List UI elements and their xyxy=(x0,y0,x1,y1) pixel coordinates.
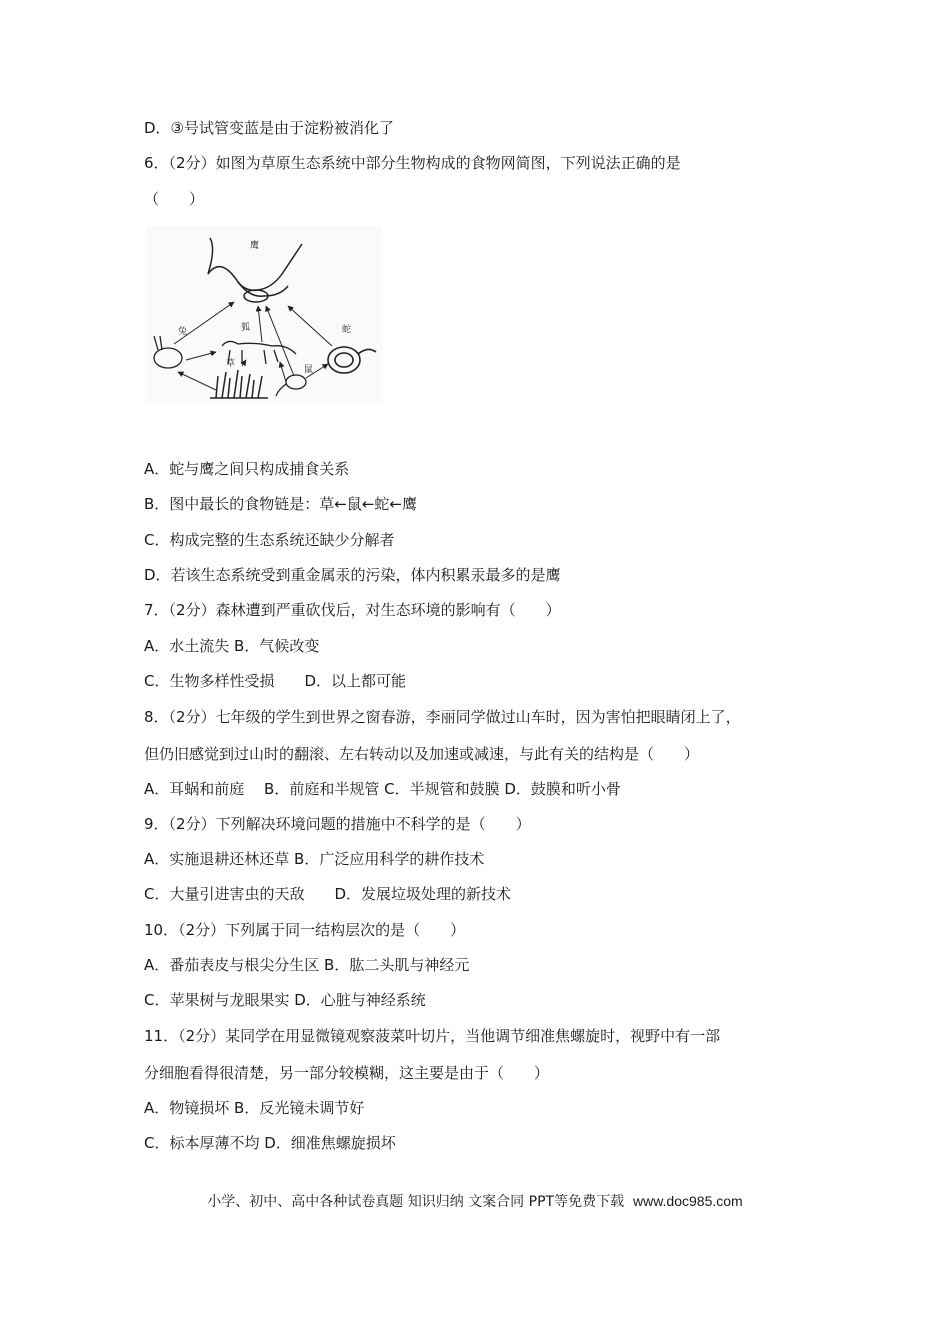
q7-options-cd: C．生物多样性受损 D．以上都可能 xyxy=(144,672,407,690)
label-mouse: 鼠 xyxy=(304,365,314,375)
q8-stem-line1: 8．（2分）七年级的学生到世界之窗春游，李丽同学做过山车时，因为害怕把眼睛闭上了， xyxy=(144,708,741,726)
q6-option-c: C．构成完整的生态系统还缺少分解者 xyxy=(144,531,395,549)
q7-options-ab: A．水土流失 B．气候改变 xyxy=(144,637,320,655)
q10-stem: 10．（2分）下列属于同一结构层次的是（ ） xyxy=(144,921,466,939)
food-web-figure xyxy=(146,226,382,404)
q9-options-cd: C．大量引进害虫的天敌 D．发展垃圾处理的新技术 xyxy=(144,885,512,903)
label-rabbit: 兔 xyxy=(178,327,188,337)
q5-option-d: D．③号试管变蓝是由于淀粉被消化了 xyxy=(144,119,394,137)
label-eagle: 鹰 xyxy=(250,241,260,251)
q6-option-b: B．图中最长的食物链是：草←鼠←蛇←鹰 xyxy=(144,495,417,513)
q9-options-ab: A．实施退耕还林还草 B．广泛应用科学的耕作技术 xyxy=(144,850,485,868)
q11-options-ab: A．物镜损坏 B．反光镜未调节好 xyxy=(144,1099,365,1117)
footer-url[interactable]: www.doc985.com xyxy=(632,1193,743,1209)
q7-stem: 7．（2分）森林遭到严重砍伐后，对生态环境的影响有（ ） xyxy=(144,601,561,619)
q6-option-d: D．若该生态系统受到重金属汞的污染，体内积累汞最多的是鹰 xyxy=(144,566,561,584)
q10-options-ab: A．番茄表皮与根尖分生区 B．肱二头肌与神经元 xyxy=(144,956,470,974)
page-footer xyxy=(0,1191,950,1212)
q6-blank: （ ） xyxy=(144,190,205,208)
q6-option-a: A．蛇与鹰之间只构成捕食关系 xyxy=(144,460,350,478)
q11-stem-line2: 分细胞看得很清楚，另一部分较模糊，这主要是由于（ ） xyxy=(144,1064,550,1082)
label-grass: 草 xyxy=(226,359,236,369)
label-fox: 狐 xyxy=(241,323,251,333)
q6-stem: 6．（2分）如图为草原生态系统中部分生物构成的食物网简图，下列说法正确的是 xyxy=(144,154,681,172)
q10-options-cd: C．苹果树与龙眼果实 D．心脏与神经系统 xyxy=(144,991,426,1009)
footer-text: 小学、初中、高中各种试卷真题 知识归纳 文案合同 PPT等免费下载 xyxy=(207,1194,625,1210)
q8-stem-line2: 但仍旧感觉到过山时的翻滚、左右转动以及加速或减速，与此有关的结构是（ ） xyxy=(144,745,700,763)
label-snake: 蛇 xyxy=(342,325,352,335)
q9-stem: 9．（2分）下列解决环境问题的措施中不科学的是（ ） xyxy=(144,815,531,833)
q8-options: A．耳蜗和前庭 B．前庭和半规管 C．半规管和鼓膜 D．鼓膜和听小骨 xyxy=(144,780,621,798)
q11-stem-line1: 11．（2分）某同学在用显微镜观察菠菜叶切片，当他调节细准焦螺旋时，视野中有一部 xyxy=(144,1027,721,1045)
q11-options-cd: C．标本厚薄不均 D．细准焦螺旋损坏 xyxy=(144,1134,396,1152)
